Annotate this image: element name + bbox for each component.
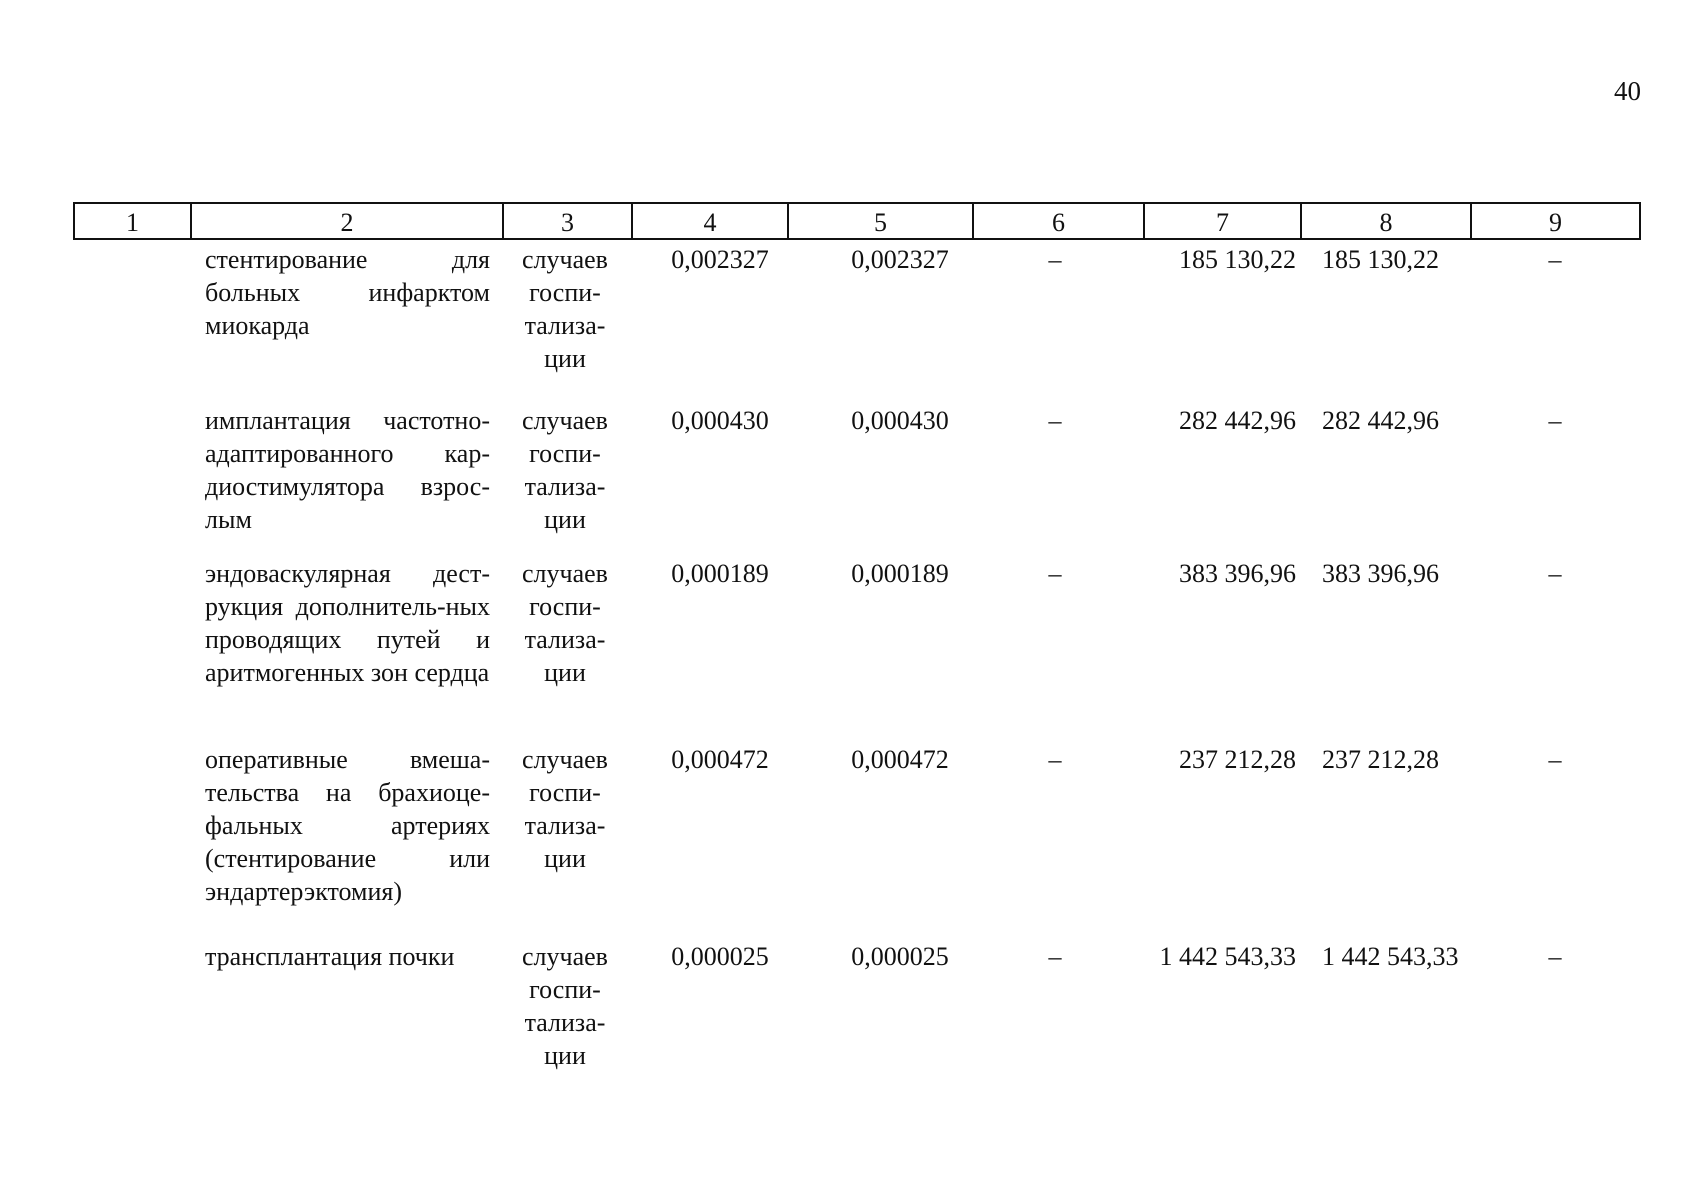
value-col-8: 185 130,22 xyxy=(1322,245,1439,274)
value-col-8: 282 442,96 xyxy=(1322,406,1439,435)
unit-line: тализа- xyxy=(524,625,606,654)
service-name: имплантация частотно-адаптированного кар-диостимулятора взрос-лым xyxy=(205,406,490,534)
value-col-7: 185 130,22 xyxy=(1179,245,1296,274)
unit-line: ции xyxy=(544,844,586,873)
header-col-2: 2 xyxy=(191,203,503,239)
unit-line: ции xyxy=(544,505,586,534)
service-name: оперативные вмеша-тельства на брахиоце-фальных артериях (стентирование или эндартерэктомия) xyxy=(205,745,490,906)
value-col-5: 0,000430 xyxy=(851,406,949,435)
value-col-7: 282 442,96 xyxy=(1179,406,1296,435)
value-col-9: – xyxy=(1548,559,1562,588)
value-col-4: 0,000472 xyxy=(671,745,769,774)
page-number: 40 xyxy=(1614,76,1641,106)
value-col-9: – xyxy=(1548,942,1562,971)
unit-line: случаев xyxy=(522,245,608,274)
unit-line: тализа- xyxy=(524,811,606,840)
unit-line: случаев xyxy=(522,559,608,588)
header-col-8: 8 xyxy=(1301,203,1471,239)
header-col-1: 1 xyxy=(74,203,191,239)
unit-line: случаев xyxy=(522,406,608,435)
header-col-4: 4 xyxy=(632,203,788,239)
unit-line: ции xyxy=(544,658,586,687)
value-col-8: 237 212,28 xyxy=(1322,745,1439,774)
unit-line: тализа- xyxy=(524,311,606,340)
value-col-5: 0,000472 xyxy=(851,745,949,774)
unit-of-measure xyxy=(510,404,620,536)
value-col-5: 0,002327 xyxy=(851,245,949,274)
value-col-9: – xyxy=(1548,245,1562,274)
value-col-6: – xyxy=(1048,406,1062,435)
unit-of-measure xyxy=(510,243,620,375)
unit-line: госпи- xyxy=(529,439,601,468)
value-col-4: 0,000430 xyxy=(671,406,769,435)
value-col-5: 0,000189 xyxy=(851,559,949,588)
unit-line: госпи- xyxy=(529,278,601,307)
value-col-4: 0,000189 xyxy=(671,559,769,588)
value-col-8: 383 396,96 xyxy=(1322,559,1439,588)
unit-line: ции xyxy=(544,1041,586,1070)
unit-line: госпи- xyxy=(529,975,601,1004)
header-col-3: 3 xyxy=(503,203,632,239)
value-col-6: – xyxy=(1048,559,1062,588)
unit-line: тализа- xyxy=(524,472,606,501)
header-col-7: 7 xyxy=(1144,203,1301,239)
unit-of-measure xyxy=(510,557,620,689)
unit-line: госпи- xyxy=(529,592,601,621)
unit-of-measure xyxy=(510,940,620,1072)
value-col-9: – xyxy=(1548,406,1562,435)
header-col-9: 9 xyxy=(1471,203,1640,239)
header-col-5: 5 xyxy=(788,203,973,239)
value-col-6: – xyxy=(1048,745,1062,774)
unit-line: госпи- xyxy=(529,778,601,807)
unit-line: случаев xyxy=(522,942,608,971)
value-col-7: 1 442 543,33 xyxy=(1159,942,1296,971)
unit-line: тализа- xyxy=(524,1008,606,1037)
service-name: эндоваскулярная дест-рукция дополнитель-ных проводящих путей и аритмогенных зон сердца xyxy=(205,559,490,687)
unit-of-measure xyxy=(510,743,620,875)
value-col-9: – xyxy=(1548,745,1562,774)
service-name: трансплантация почки xyxy=(205,942,455,971)
value-col-8: 1 442 543,33 xyxy=(1322,942,1459,971)
value-col-6: – xyxy=(1048,245,1062,274)
unit-line: ции xyxy=(544,344,586,373)
value-col-4: 0,002327 xyxy=(671,245,769,274)
value-col-5: 0,000025 xyxy=(851,942,949,971)
service-name: стентирование для больных инфарктом миокарда xyxy=(205,245,490,340)
value-col-6: – xyxy=(1048,942,1062,971)
unit-line: случаев xyxy=(522,745,608,774)
value-col-4: 0,000025 xyxy=(671,942,769,971)
value-col-7: 383 396,96 xyxy=(1179,559,1296,588)
header-col-6: 6 xyxy=(973,203,1144,239)
value-col-7: 237 212,28 xyxy=(1179,745,1296,774)
column-number-header xyxy=(73,202,1641,240)
